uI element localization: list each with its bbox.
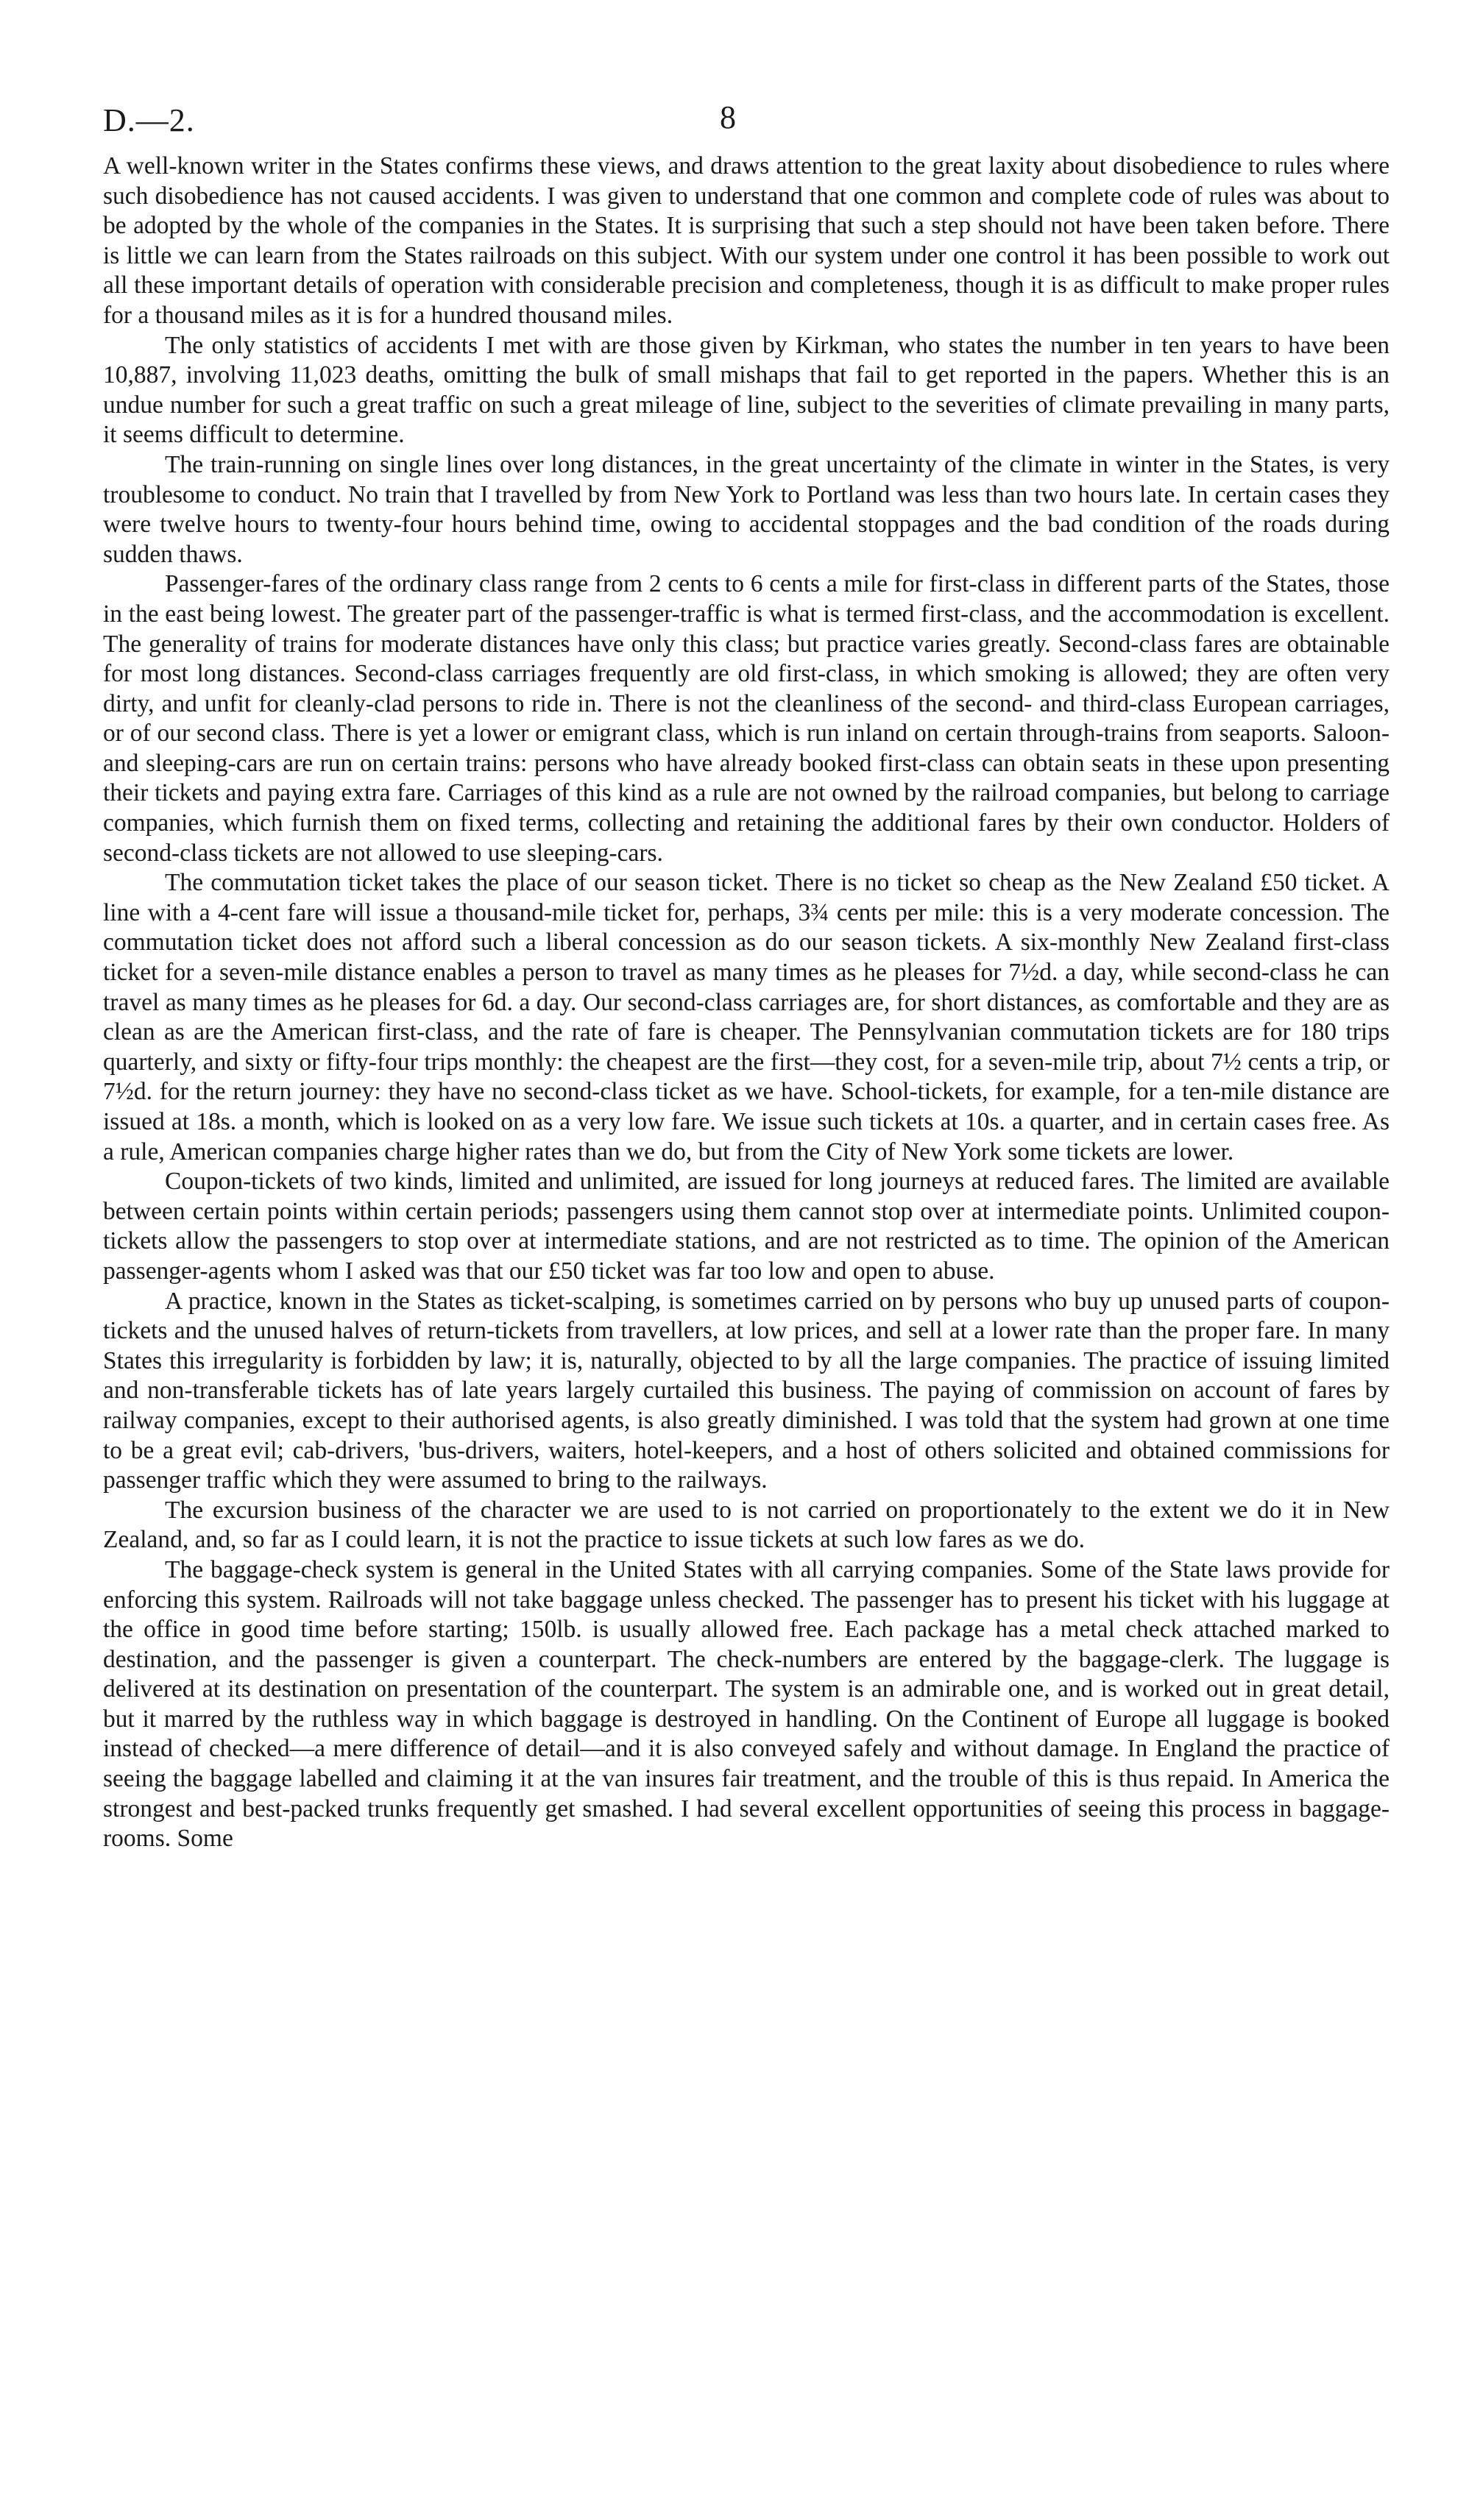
paragraph-baggage-check: The baggage-check system is general in the United States with all carrying companies. Some of the State laws provide for enforcing this system. Railroads will not take baggage unless checked. The passenger has to present his ticket with his luggage at the office in good time before starting; 150lb. is usually allowed free. Each package has a metal check attached marked to destination, and the passenger is given a counterpart. The check-numbers are entered by the baggage-clerk. The luggage is delivered at its destination on presentation of the counterpart. The system is an admirable one, and is worked out in great detail, but it marred by the ruthless way in which baggage is destroyed in handling. On the Continent of Europe all luggage is booked instead of checked—a mere difference of detail—and it is also conveyed safely and without damage. In England the practice of seeing the baggage labelled and claiming it at the van insures fair treatment, and the trouble of this is thus repaid. In America the strongest and best-packed trunks frequently get smashed. I had several excellent opportunities of seeing this process in baggage-rooms. Some [103,1555,1390,1853]
paragraph-passenger-fares: Passenger-fares of the ordinary class range from 2 cents to 6 cents a mile for first-class in different parts of the States, those in the east being lowest. The greater part of the passenger-traffic is what is termed first-class, and the accommodation is excellent. The generality of trains for moderate distances have only this class; but practice varies greatly. Second-class fares are obtainable for most long distances. Second-class carriages frequently are old first-class, in which smoking is allowed; they are often very dirty, and unfit for cleanly-clad persons to ride in. There is not the cleanliness of the second- and third-class European carriages, or of our second class. There is yet a lower or emigrant class, which is run inland on certain through-trains from seaports. Saloon- and sleeping-cars are run on certain trains: persons who have already booked first-class can obtain seats in these upon presenting their tickets and paying extra fare. Carriages of this kind as a rule are not owned by the railroad companies, but belong to carriage companies, which furnish them on fixed terms, collecting and retaining the additional fares by their own conductor. Holders of second-class tickets are not allowed to use sleeping-cars. [103,570,1390,867]
paragraph-commutation-ticket: The commutation ticket takes the place of our season ticket. There is no ticket so cheap as the New Zealand £50 ticket. A line with a 4-cent fare will issue a thousand-mile ticket for, perhaps, 3¾ cents per mile: this is a very moderate concession. The commutation ticket does not afford such a liberal concession as do our season tickets. A six-monthly New Zealand first-class ticket for a seven-mile distance enables a person to travel as many times as he pleases for 7½d. a day, while second-class he can travel as many times as he pleases for 6d. a day. Our second-class carriages are, for short distances, as comfortable and they are as clean as are the American first-class, and the rate of fare is cheaper. The Pennsylvanian commutation tickets are for 180 trips quarterly, and sixty or fifty-four trips monthly: the cheapest are the first—they cost, for a seven-mile trip, about 7½ cents a trip, or 7½d. for the return journey: they have no second-class ticket as we have. School-tickets, for example, for a ten-mile distance are issued at 18s. a month, which is looked on as a very low fare. We issue such tickets at 10s. a quarter, and in certain cases free. As a rule, American companies charge higher rates than we do, but from the City of New York some tickets are lower. [103,869,1390,1165]
body-text [103,152,1390,1854]
paragraph-coupon-tickets: Coupon-tickets of two kinds, limited and unlimited, are issued for long journeys at reduced fares. The limited are available between certain points within certain periods; passengers using them cannot stop over at intermediate points. Unlimited coupon-tickets allow the passengers to stop over at intermediate stations, and are not restricted as to time. The opinion of the American passenger-agents whom I asked was that our £50 ticket was far too low and open to abuse. [103,1168,1390,1285]
page-number: 8 [720,99,736,135]
paragraph-rules-laxity: A well-known writer in the States confirms these views, and draws attention to the great laxity about disobedience to rules where such disobedience has not caused accidents. I was given to understand that one common and complete code of rules was about to be adopted by the whole of the companies in the States. It is surprising that such a step should not have been taken before. There is little we can learn from the States railroads on this subject. With our system under one control it has been possible to work out all these important details of operation with considerable precision and completeness, though it is as difficult to make proper rules for a thousand miles as it is for a hundred thousand miles. [103,152,1390,329]
document-reference: D.—2. [103,102,195,138]
document-page [103,88,1390,1854]
page-header [103,88,1390,152]
paragraph-accident-statistics: The only statistics of accidents I met with are those given by Kirkman, who states the number in ten years to have been 10,887, involving 11,023 deaths, omitting the bulk of small mishaps that fail to get reported in the papers. Whether this is an undue number for such a great traffic on such a great mileage of line, subject to the severities of climate prevailing in many parts, it seems difficult to determine. [103,331,1390,449]
paragraph-train-running: The train-running on single lines over long distances, in the great uncertainty of the climate in winter in the States, is very troublesome to conduct. No train that I travelled by from New York to Portland was less than two hours late. In certain cases they were twelve hours to twenty-four hours behind time, owing to accidental stoppages and the bad condition of the roads during sudden thaws. [103,450,1390,568]
paragraph-ticket-scalping: A practice, known in the States as ticket-scalping, is sometimes carried on by persons who buy up unused parts of coupon-tickets and the unused halves of return-tickets from travellers, at low prices, and sell at a lower rate than the proper fare. In many States this irregularity is forbidden by law; it is, naturally, objected to by all the large companies. The practice of issuing limited and non-transferable tickets has of late years largely curtailed this business. The paying of commission on account of fares by railway companies, except to their authorised agents, is also greatly diminished. I was told that the system had grown at one time to be a great evil; cab-drivers, 'bus-drivers, waiters, hotel-keepers, and a host of others solicited and obtained commissions for passenger traffic which they were assumed to bring to the railways. [103,1287,1390,1494]
paragraph-excursion-business: The excursion business of the character we are used to is not carried on proportionately to the extent we do it in New Zealand, and, so far as I could learn, it is not the practice to issue tickets at such low fares as we do. [103,1496,1390,1554]
